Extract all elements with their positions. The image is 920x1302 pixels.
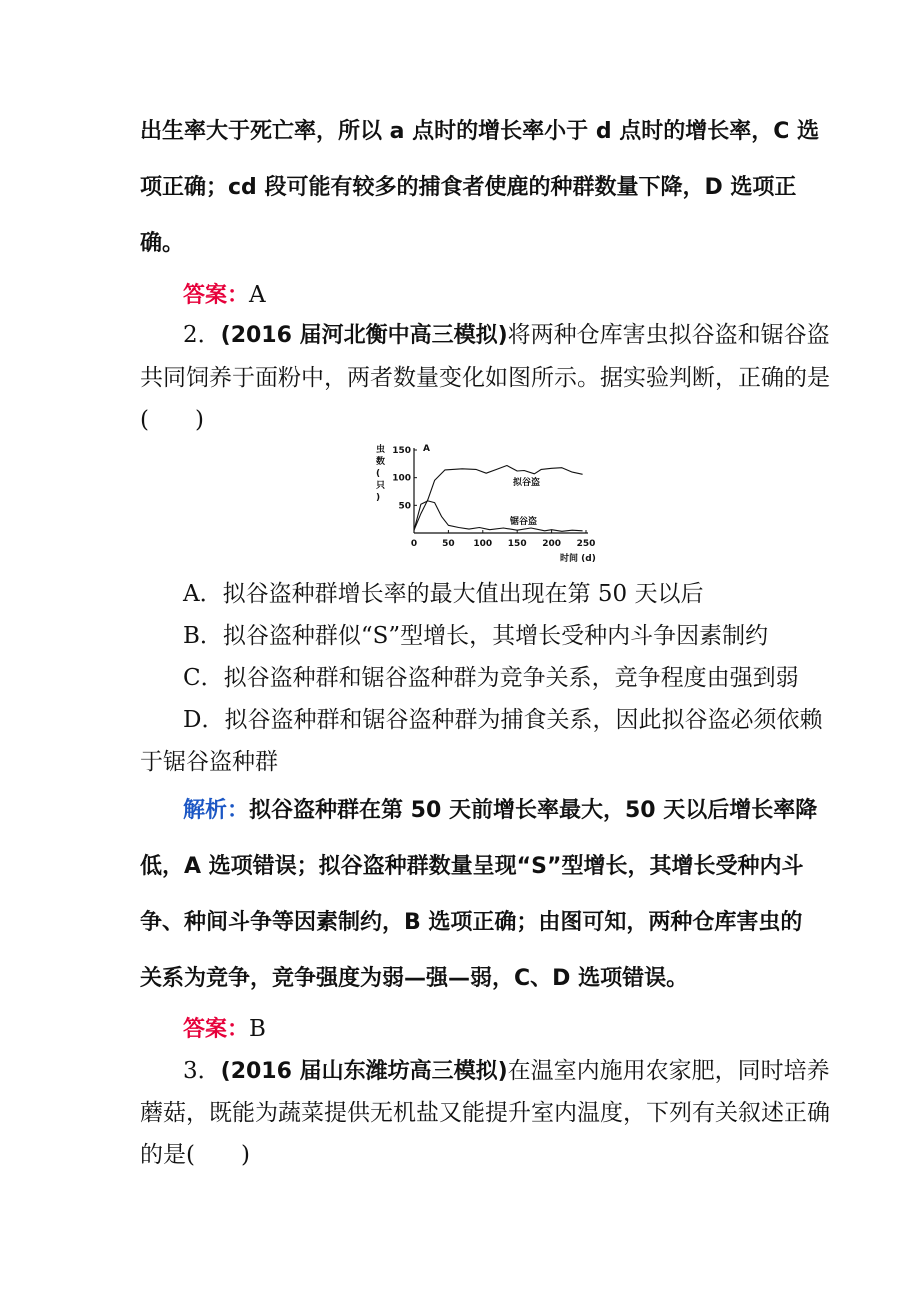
x-tick-label: 50 — [442, 539, 455, 549]
q2-solution-line-4: 关系为竞争，竞争强度为弱—强—弱，C、D 选项错误。 — [140, 966, 689, 991]
x-tick-label: 100 — [473, 539, 493, 549]
q2-solution-line-2: 低，A 选项错误；拟谷盗种群数量呈现“S”型增长，其增长受种内斗 — [140, 854, 804, 879]
y-ticks — [392, 446, 417, 511]
y-label-char-2: 数 — [376, 457, 386, 467]
answer-1-value: A — [249, 282, 266, 308]
axis-letter: A — [423, 444, 430, 454]
answer-2-value: B — [249, 1016, 266, 1042]
q2-stem-line-2: 共同饲养于面粉中，两者数量变化如图所示。据实验判断，正确的是 — [140, 365, 830, 391]
y-tick-label: 150 — [392, 446, 411, 456]
q3-stem-line-1 — [183, 1055, 830, 1088]
q3-source: (2016 届山东潍坊高三模拟) — [220, 1059, 508, 1084]
q2-option-d-line-2: 于锯谷盗种群 — [140, 749, 278, 775]
y-label-char-1: 虫 — [376, 445, 386, 455]
y-tick-label: 50 — [398, 501, 411, 512]
x-tick-label: 250 — [576, 539, 596, 549]
x-tick-label: 0 — [410, 539, 418, 549]
answer-2-label: 答案： — [183, 1017, 250, 1042]
q3-stem-text-1: 在温室内施用农家肥，同时培养 — [507, 1058, 830, 1084]
q2-option-a: A．拟谷盗种群增长率的最大值出现在第 50 天以后 — [183, 581, 704, 607]
q2-stem-text-1: 将两种仓库害虫拟谷盗和锯谷盗 — [507, 322, 830, 348]
prev-solution-line-3: 确。 — [140, 231, 185, 256]
y-label-char-3: ( — [376, 469, 381, 479]
x-tick-label: 150 — [507, 539, 527, 549]
q2-option-b: B．拟谷盗种群似“S”型增长，其增长受种内斗争因素制约 — [183, 623, 769, 649]
q2-number: 2． — [183, 322, 221, 348]
answer-1-label: 答案： — [183, 283, 250, 308]
q2-stem-line-3: ( ) — [140, 407, 204, 433]
q2-solution-line-3: 争、种间斗争等因素制约，B 选项正确；由图可知，两种仓库害虫的 — [140, 910, 803, 935]
y-tick-label: 100 — [392, 473, 411, 484]
q2-solution-label: 解析： — [183, 798, 250, 823]
answer-1 — [183, 279, 266, 312]
series-line-jugudao — [414, 501, 583, 531]
q2-source: (2016 届河北衡中高三模拟) — [220, 323, 508, 348]
q3-stem-line-2: 蘑菇，既能为蔬菜提供无机盐又能提升室内温度，下列有关叙述正确 — [140, 1100, 830, 1126]
q2-option-c: C．拟谷盗种群和锯谷盗种群为竞争关系，竞争程度由强到弱 — [183, 665, 799, 691]
population-chart — [368, 440, 598, 575]
x-tick-label: 200 — [542, 539, 561, 549]
q3-stem-line-3: 的是( ) — [140, 1142, 250, 1168]
y-label-char-5: ) — [376, 493, 381, 503]
x-axis-title: 时间 (d) — [560, 554, 596, 564]
series-lines — [414, 466, 583, 532]
series-line-nigudao — [414, 466, 583, 531]
answer-2 — [183, 1013, 266, 1046]
prev-solution-line-2: 项正确；cd 段可能有较多的捕食者使鹿的种群数量下降，D 选项正 — [140, 175, 797, 200]
q2-solution-text-1: 拟谷盗种群在第 50 天前增长率最大，50 天以后增长率降 — [249, 798, 818, 823]
series-label-nigudao: 拟谷盗 — [513, 478, 541, 488]
prev-solution-line-1: 出生率大于死亡率，所以 a 点时的增长率小于 d 点时的增长率，C 选 — [140, 119, 820, 144]
q3-number: 3． — [183, 1058, 221, 1084]
q2-option-d-line-1: D．拟谷盗种群和锯谷盗种群为捕食关系，因此拟谷盗必须依赖 — [183, 707, 823, 733]
y-label-char-4: 只 — [376, 481, 386, 491]
q2-solution-line-1 — [183, 795, 817, 827]
q2-stem-line-1 — [183, 319, 830, 352]
series-label-jugudao: 锯谷盗 — [510, 517, 538, 527]
